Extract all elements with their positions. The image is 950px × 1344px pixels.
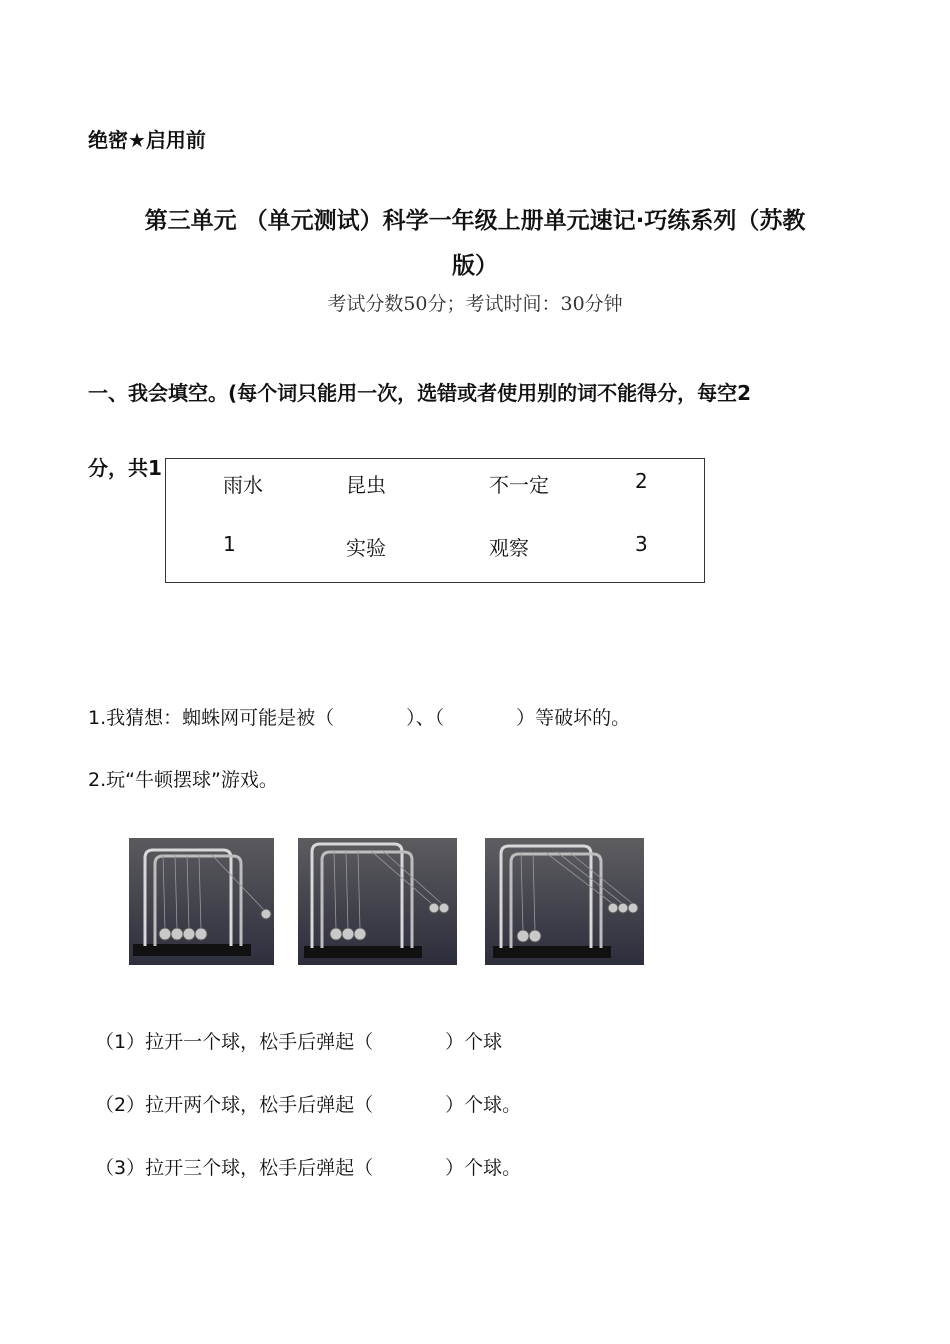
newtons-cradle-photo-2 xyxy=(298,838,457,965)
word-bank-item: 实验 xyxy=(346,536,386,560)
question-text: 1.我猜想：蜘蛛网可能是被（ xyxy=(88,707,335,729)
newtons-cradle-photo-1 xyxy=(129,838,274,965)
section-heading-continued: 分，共1 xyxy=(88,456,162,480)
word-bank-item: 1 xyxy=(223,532,236,556)
sub-question-1 xyxy=(95,1027,502,1054)
question-1 xyxy=(88,703,630,730)
sub-question-2 xyxy=(95,1090,521,1117)
word-bank-item: 不一定 xyxy=(489,473,549,497)
exam-info: 考试分数50分；考试时间：30分钟 xyxy=(327,293,623,315)
word-bank-item: 3 xyxy=(635,532,648,556)
word-bank-item: 2 xyxy=(635,469,648,493)
question-text: （3）拉开三个球，松手后弹起（ xyxy=(95,1157,374,1179)
secret-label: 绝密★启用前 xyxy=(88,128,206,152)
question-text: ）个球 xyxy=(445,1031,503,1053)
word-bank-item: 昆虫 xyxy=(346,473,386,497)
newtons-cradle-photo-3 xyxy=(485,838,644,965)
question-text: ）个球。 xyxy=(445,1094,522,1116)
question-2: 2.玩“牛顿摆球”游戏。 xyxy=(88,769,278,791)
word-bank-box xyxy=(165,458,705,583)
word-bank-item: 观察 xyxy=(489,536,529,560)
word-bank-item: 雨水 xyxy=(223,473,263,497)
question-text: （1）拉开一个球，松手后弹起（ xyxy=(95,1031,374,1053)
section-heading: 一、我会填空。(每个词只能用一次，选错或者使用别的词不能得分，每空2 xyxy=(88,381,752,405)
question-text: ）个球。 xyxy=(445,1157,522,1179)
question-text: ）、（ xyxy=(406,707,445,729)
page-title-continued: 版） xyxy=(452,253,498,279)
question-text: （2）拉开两个球，松手后弹起（ xyxy=(95,1094,374,1116)
sub-question-3 xyxy=(95,1153,521,1180)
page-title: 第三单元 （单元测试）科学一年级上册单元速记·巧练系列（苏教 xyxy=(144,208,806,234)
question-text: ）等破坏的。 xyxy=(516,707,631,729)
